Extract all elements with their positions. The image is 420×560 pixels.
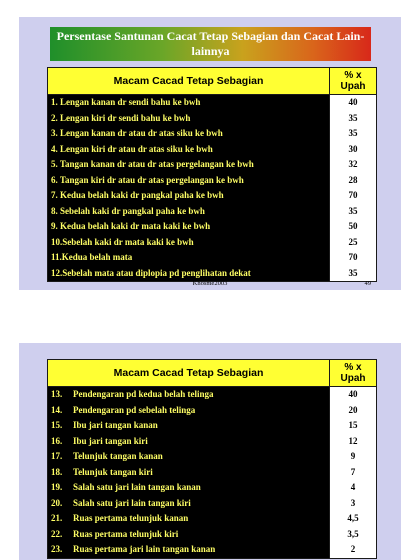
- table-row-value: 40: [348, 97, 358, 107]
- table-row-value: 40: [348, 389, 358, 399]
- table-row-label: 11.Kedua belah mata: [51, 252, 133, 262]
- table-row-value: 32: [348, 159, 358, 169]
- row-text: Pendengaran pd sebelah telinga: [73, 404, 196, 415]
- table-row-label: 3. Lengan kanan dr atau dr atas siku ke bwh: [51, 128, 223, 138]
- table-row-label: [48, 387, 329, 403]
- table-row-label: [48, 449, 329, 465]
- row-text: Salah satu jari lain tangan kiri: [73, 497, 191, 508]
- row-number: 22.: [51, 528, 63, 539]
- row-text: Telunjuk tangan kanan: [73, 451, 163, 461]
- table-row-label: [48, 527, 329, 543]
- table-row-label: 7. Kedua belah kaki dr pangkal paha ke bwh: [51, 190, 224, 200]
- row-text: Telunjuk tangan kiri: [73, 466, 153, 477]
- santunan-table-2: [47, 359, 377, 559]
- row-number: 16.: [51, 435, 63, 446]
- table-row-value: 9: [350, 451, 356, 461]
- header-persen-line: % x: [344, 70, 362, 81]
- santunan-table-1: [47, 67, 377, 282]
- table-row-label: 12.Sebelah mata atau diplopia pd penglihatan dekat: [51, 267, 251, 278]
- slide-1: [19, 17, 401, 290]
- table-header: [48, 360, 376, 386]
- header-macam-cacad: Macam Cacad Tetap Sebagian: [48, 360, 330, 386]
- row-text: Ruas pertama jari lain tangan kanan: [73, 544, 216, 554]
- table-row-value: 28: [348, 174, 358, 185]
- row-text: Salah satu jari lain tangan kanan: [73, 482, 201, 492]
- slide-title: [50, 27, 371, 61]
- table-row-label: 10.Sebelah kaki dr mata kaki ke bwh: [51, 236, 194, 247]
- row-number: 17.: [51, 451, 63, 461]
- table-row-label: 8. Sebelah kaki dr pangkal paha ke bwh: [51, 205, 205, 216]
- table-row-value: 70: [348, 252, 358, 262]
- table-header: [48, 68, 376, 94]
- table-row-value: 7: [350, 466, 356, 477]
- table-row-value: 35: [348, 267, 358, 278]
- slide-2: [19, 343, 401, 560]
- table-row-label: [48, 465, 329, 481]
- table-row-label: 2. Lengan kiri dr sendi bahu ke bwh: [51, 112, 191, 123]
- row-number: 13.: [51, 389, 63, 399]
- table-row-value: 3: [350, 497, 356, 508]
- table-row-label: 5. Tangan kanan dr atau dr atas pergelangan ke bwh: [51, 159, 254, 169]
- slide-footer: [19, 279, 401, 289]
- table-row-value: 20: [348, 404, 358, 415]
- table-row-value: 35: [348, 205, 358, 216]
- slide-title-text: Persentase Santunan Cacat Tetap Sebagian dan Cacat Lain-lainnya: [56, 29, 365, 58]
- table-row-label: [48, 496, 329, 512]
- row-text: Ibu jari tangan kanan: [73, 420, 158, 430]
- header-upah-line: Upah: [340, 81, 366, 92]
- table-row-label: [48, 480, 329, 496]
- table-row-value: 30: [348, 143, 358, 154]
- table-row-label: 1. Lengan kanan dr sendi bahu ke bwh: [51, 97, 201, 107]
- table-row-label: [48, 418, 329, 434]
- table-row-label: 6. Tangan kiri dr atau dr atas pergelangan ke bwh: [51, 174, 244, 185]
- items-column: [48, 94, 330, 281]
- table-row-value: 4,5: [347, 513, 359, 523]
- table-row-value: 50: [348, 221, 358, 231]
- row-text: Ibu jari tangan kiri: [73, 435, 148, 446]
- table-row-label: [48, 511, 329, 527]
- values-column: [330, 94, 376, 281]
- table-row-label: 4. Lengan kiri dr atau dr atas siku ke bwh: [51, 143, 213, 154]
- table-row-value: 25: [348, 236, 358, 247]
- page-number: 49: [364, 280, 371, 287]
- row-number: 19.: [51, 482, 63, 492]
- table-row-label: [48, 542, 329, 558]
- table-row-value: 12: [348, 435, 358, 446]
- table-row-value: 3,5: [347, 528, 359, 539]
- row-text: Ruas pertama telunjuk kiri: [73, 528, 179, 539]
- header-persen-line: % x: [344, 362, 362, 373]
- header-macam-cacad: Macam Cacad Tetap Sebagian: [48, 68, 330, 94]
- items-column: [48, 386, 330, 558]
- table-row-value: 15: [348, 420, 358, 430]
- table-row-label: [48, 434, 329, 450]
- row-number: 15.: [51, 420, 63, 430]
- table-row-value: 35: [348, 128, 358, 138]
- header-persen-upah: [330, 360, 376, 386]
- table-row-label: 9. Kedua belah kaki dr mata kaki ke bwh: [51, 221, 211, 231]
- values-column: [330, 386, 376, 558]
- row-text: Pendengaran pd kedua belah telinga: [73, 389, 214, 399]
- row-number: 20.: [51, 497, 63, 508]
- header-upah-line: Upah: [340, 373, 366, 384]
- table-row-value: 35: [348, 112, 358, 123]
- row-number: 14.: [51, 404, 63, 415]
- row-number: 21.: [51, 513, 63, 523]
- table-row-value: 70: [348, 190, 358, 200]
- table-row-label: [48, 403, 329, 419]
- table-row-value: 4: [350, 482, 356, 492]
- footer-author: Khosme2003: [192, 280, 228, 287]
- header-persen-upah: [330, 68, 376, 94]
- row-number: 18.: [51, 466, 63, 477]
- row-text: Ruas pertama telunjuk kanan: [73, 513, 189, 523]
- row-number: 23.: [51, 544, 63, 554]
- table-row-value: 2: [350, 544, 356, 554]
